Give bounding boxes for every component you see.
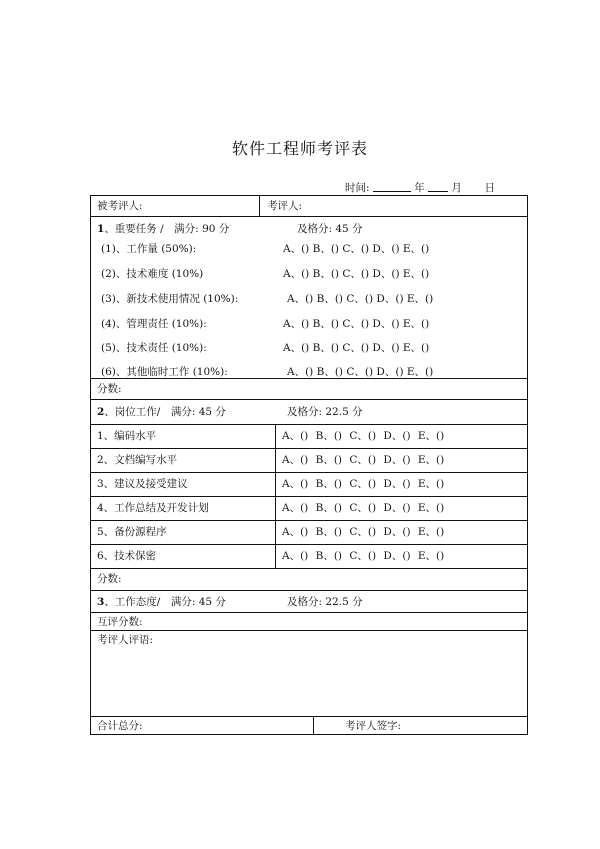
date-line <box>345 180 495 195</box>
section2-score-field[interactable]: 分数: <box>97 573 122 585</box>
s1-item-options[interactable]: A、() B、() C、() D、() E、() <box>287 366 434 378</box>
s1-item-options[interactable]: A、() B、() C、() D、() E、() <box>283 268 430 280</box>
section3-pass-score: 及格分: 22.5 分 <box>287 596 363 608</box>
month-label: 月 <box>451 182 462 194</box>
s1-item-label: (6)、其他临时工作 (10%): <box>101 366 228 378</box>
section1-score-field[interactable]: 分数: <box>97 383 122 395</box>
evaluator-field[interactable]: 考评人: <box>267 200 303 212</box>
total-score-field[interactable]: 合计总分: <box>97 720 143 732</box>
s2-item-options[interactable]: A、() B、() C、() D、() E、() <box>282 478 445 490</box>
s2-item-options[interactable]: A、() B、() C、() D、() E、() <box>282 502 445 514</box>
evaluator-comment-field[interactable]: 考评人评语: <box>97 634 154 646</box>
evaluation-form <box>90 195 528 735</box>
section3-heading <box>97 596 226 608</box>
section2-heading <box>97 406 226 418</box>
peer-score-field[interactable]: 互评分数: <box>97 616 143 628</box>
s2-item-label: 6、技术保密 <box>97 550 157 562</box>
section3-title: 、工作态度/ 满分: 45 分 <box>104 596 226 608</box>
s2-item-options[interactable]: A、() B、() C、() D、() E、() <box>282 430 445 442</box>
section2-title: 、岗位工作/ 满分: 45 分 <box>104 406 226 418</box>
section1-heading <box>97 223 229 235</box>
s2-item-label: 5、备份源程序 <box>97 526 167 538</box>
section1-title: 、重要任务 / 满分: 90 分 <box>104 223 230 235</box>
page-title: 软件工程师考评表 <box>231 139 368 158</box>
s1-item-label: (2)、技术难度 (10%) <box>101 268 204 280</box>
day-blank[interactable] <box>465 181 481 191</box>
s1-item-label: (3)、新技术使用情况 (10%): <box>101 293 239 305</box>
s2-item-label: 1、编码水平 <box>97 430 157 442</box>
s2-item-label: 4、工作总结及开发计划 <box>97 502 209 514</box>
date-label: 时间: <box>345 182 370 194</box>
s2-item-label: 3、建议及接受建议 <box>97 478 188 490</box>
s2-item-options[interactable]: A、() B、() C、() D、() E、() <box>282 550 445 562</box>
day-label: 日 <box>484 182 496 194</box>
s1-item-options[interactable]: A、() B、() C、() D、() E、() <box>283 243 430 255</box>
year-label: 年 <box>414 182 425 194</box>
s2-item-options[interactable]: A、() B、() C、() D、() E、() <box>282 526 445 538</box>
section1-pass-score: 及格分: 45 分 <box>297 223 363 235</box>
section3-number: 3 <box>97 596 105 608</box>
section1-number: 1 <box>97 223 105 235</box>
month-blank[interactable] <box>428 181 448 192</box>
section2-pass-score: 及格分: 22.5 分 <box>287 406 363 418</box>
year-blank[interactable] <box>373 181 411 192</box>
s1-item-options[interactable]: A、() B、() C、() D、() E、() <box>283 318 430 330</box>
s1-item-label: (5)、技术责任 (10%): <box>101 342 207 354</box>
signature-field[interactable]: 考评人签字: <box>345 720 402 732</box>
section2-number: 2 <box>97 406 105 418</box>
s1-item-options[interactable]: A、() B、() C、() D、() E、() <box>283 342 430 354</box>
s1-item-options[interactable]: A、() B、() C、() D、() E、() <box>287 293 434 305</box>
s1-item-label: (1)、工作量 (50%): <box>101 243 197 255</box>
s2-item-label: 2、文档编写水平 <box>97 454 178 466</box>
s1-item-label: (4)、管理责任 (10%): <box>101 318 207 330</box>
s2-item-options[interactable]: A、() B、() C、() D、() E、() <box>282 454 445 466</box>
evaluatee-field[interactable]: 被考评人: <box>97 200 143 212</box>
